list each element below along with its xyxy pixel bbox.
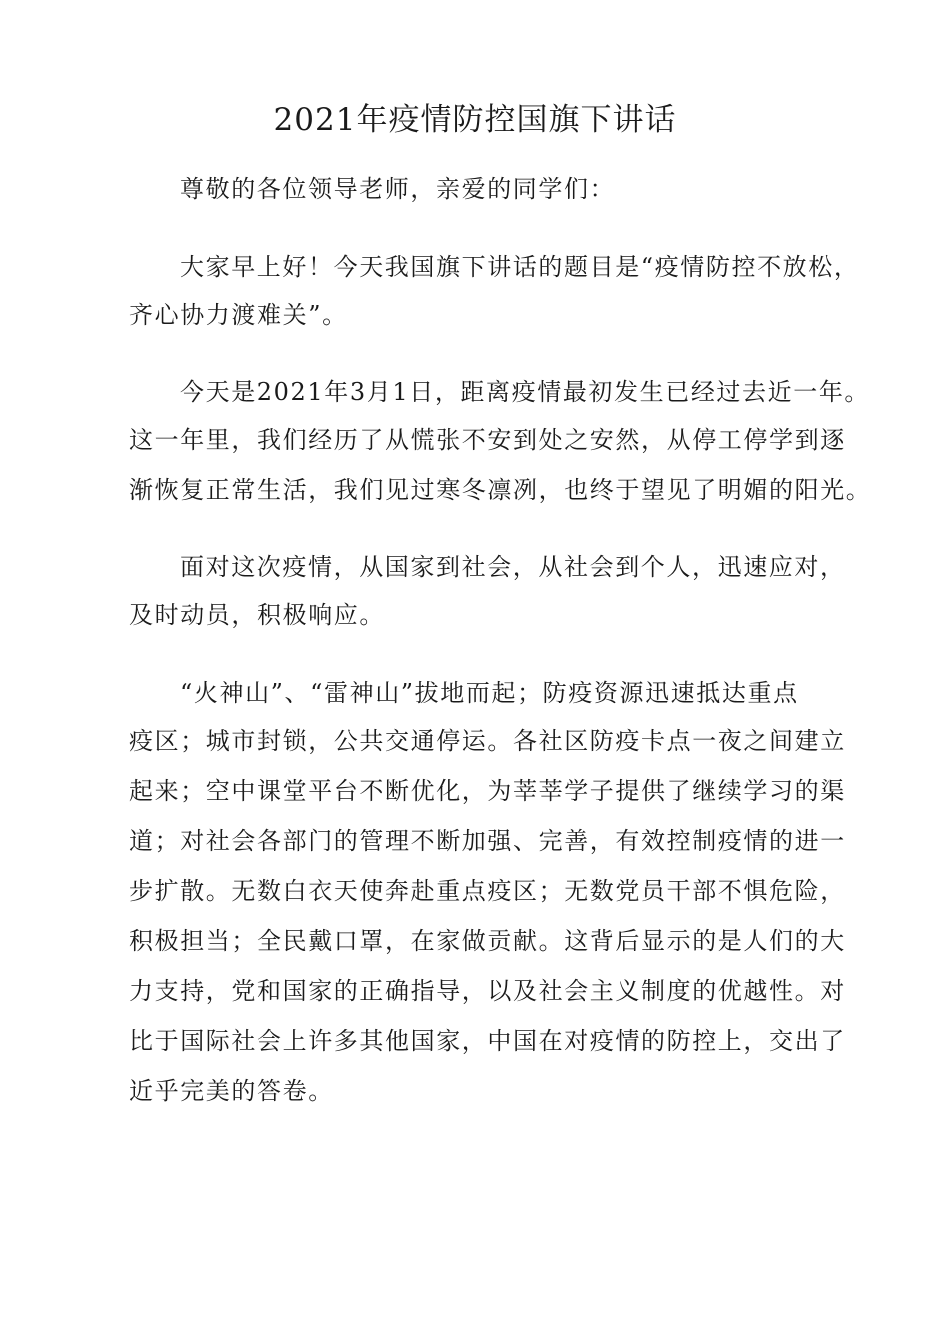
- paragraph-line: 渐恢复正常生活，我们见过寒冬凛冽，也终于望见了明媚的阳光。: [129, 476, 872, 504]
- paragraph-line: 道；对社会各部门的管理不断加强、完善，有效控制疫情的进一: [129, 827, 846, 855]
- paragraph-line: 起来；空中课堂平台不断优化，为莘莘学子提供了继续学习的渠: [129, 777, 846, 805]
- paragraph-line: 疫区；城市封锁，公共交通停运。各社区防疫卡点一夜之间建立: [129, 727, 846, 755]
- paragraph-line: 步扩散。无数白衣天使奔赴重点疫区；无数党员干部不惧危险，: [129, 877, 846, 905]
- paragraph-line: “火神山”、“雷神山”拔地而起；防疫资源迅速抵达重点: [180, 679, 799, 707]
- paragraph-line: 面对这次疫情，从国家到社会，从社会到个人，迅速应对，: [180, 553, 846, 581]
- salutation-line: 尊敬的各位领导老师，亲爱的同学们：: [180, 175, 616, 203]
- document-title: 2021年疫情防控国旗下讲话: [273, 102, 677, 138]
- paragraph-line: 今天是2021年3月1日，距离疫情最初发生已经过去近一年。: [180, 378, 871, 406]
- paragraph-line: 大家早上好！今天我国旗下讲话的题目是“疫情防控不放松，: [180, 253, 860, 281]
- paragraph-line: 积极担当；全民戴口罩，在家做贡献。这背后显示的是人们的大: [129, 927, 846, 955]
- paragraph-line: 力支持，党和国家的正确指导，以及社会主义制度的优越性。对: [129, 977, 846, 1005]
- paragraph-line: 比于国际社会上许多其他国家，中国在对疫情的防控上，交出了: [129, 1027, 846, 1055]
- paragraph-line: 这一年里，我们经历了从慌张不安到处之安然，从停工停学到逐: [129, 426, 846, 454]
- paragraph-line: 齐心协力渡难关”。: [129, 301, 348, 329]
- paragraph-line: 及时动员，积极响应。: [129, 601, 385, 629]
- paragraph-line: 近乎完美的答卷。: [129, 1077, 334, 1105]
